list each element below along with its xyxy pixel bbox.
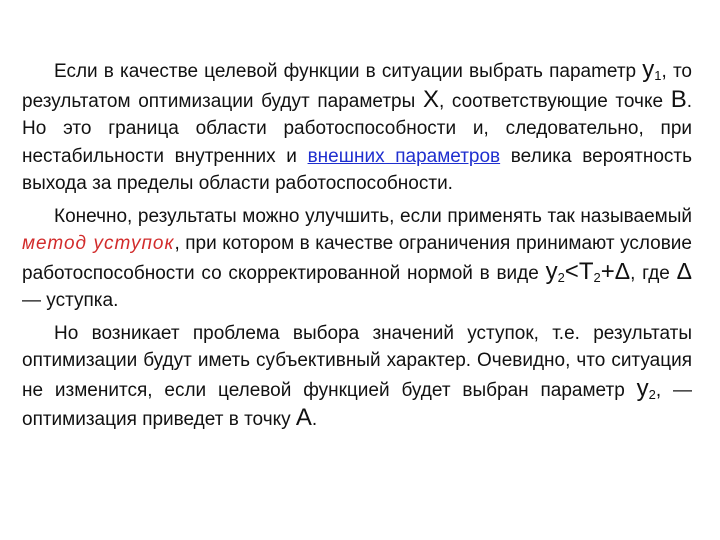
p1-text-1: Если в качестве целевой функции в ситуации выбрать параmетр [54,61,643,82]
p2-text-2: , при котором в качестве ограничения принимают условие работоспособности со скорректированной нормой в виде [22,233,692,284]
less-than-sign: < [564,257,579,285]
paragraph-2 [22,203,692,315]
formula-inequality [546,258,631,285]
delta-symbol-2: Δ [676,257,692,284]
var-y2-symbol: y [545,257,558,285]
point-b: B [670,85,687,113]
var-y1-symbol: y [642,56,655,83]
p1-text-2: , то результатом оптимизации будут параметры [22,61,692,112]
paragraph-1 [22,56,692,198]
p3-text-2: , — оптимизация приведет в точку [22,379,692,430]
var-y2-subscript: 2 [557,269,565,285]
var-x: X [422,85,439,113]
paragraph-3 [22,320,692,434]
delta-symbol: Δ [614,257,631,284]
p3-text-3: . [311,409,318,430]
var-y2-second [637,375,656,402]
p1-text-4: . Но это граница области работоспособности и, следовательно, при нестабильности внутренних и [22,90,692,167]
p3-text-1: Но возникает проблема выбора значений уступок, т.е. результаты оптимизации будут иметь субъективный характер. Очевидно, что ситуация не изменится, если целевой функцией будет выбран параметр [22,322,692,401]
p1-text-5: велика вероятность выхода за пределы области работоспособности. [22,145,692,194]
p1-text-3: , соответствующие точке [438,90,671,112]
var-y1-subscript: 1 [654,68,662,83]
var-t2-subscript: 2 [593,269,601,285]
method-term: метод уступок [22,233,175,254]
point-a: A [295,404,312,431]
p2-text-1: Конечно, результаты можно улучшить, если применять так называемый [54,205,692,227]
var-y2b-subscript: 2 [648,386,656,402]
p2-text-3: , где [630,262,677,284]
plus-sign: + [600,257,615,285]
document-body [22,56,692,439]
var-y2b-symbol: y [636,374,649,402]
var-t2-symbol: T [578,257,594,285]
external-parameters-link[interactable]: внешних параметров [307,145,501,167]
var-y1 [642,56,661,83]
p2-text-4: — уступка. [22,290,119,311]
